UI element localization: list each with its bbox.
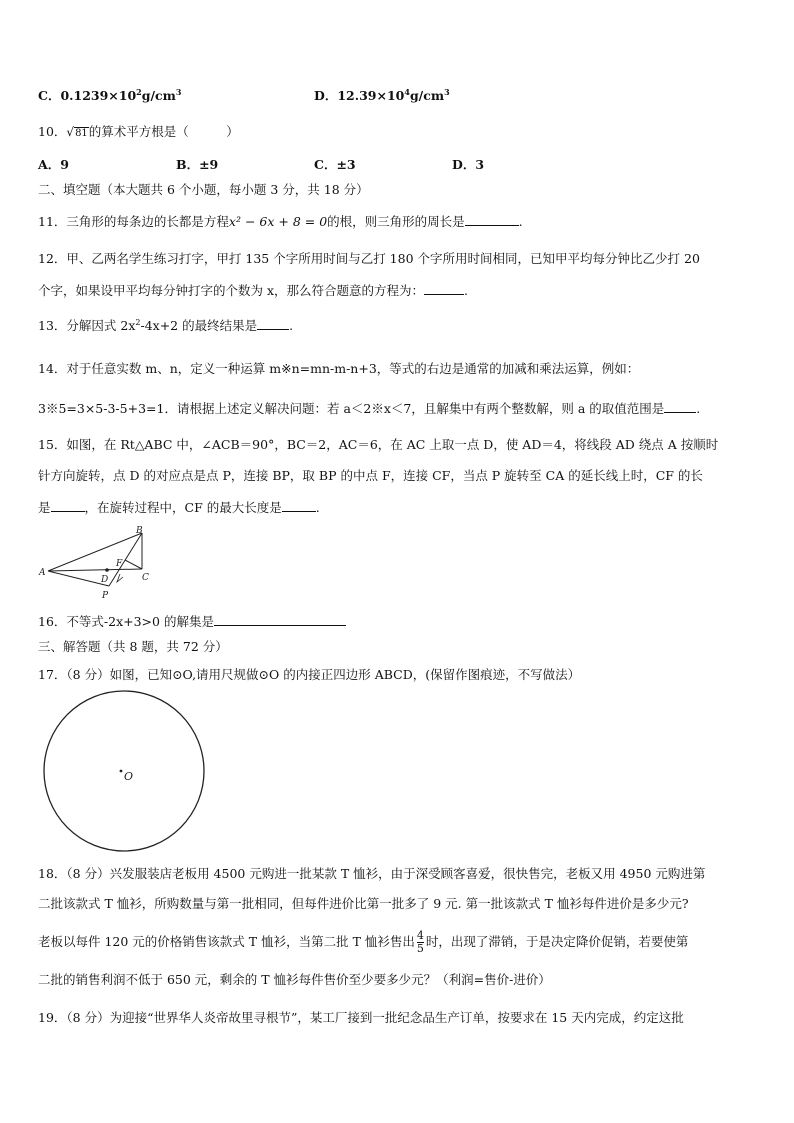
q10-option-b: B．±9 <box>176 157 219 172</box>
q12-line1: 12．甲、乙两名学生练习打字，甲打 135 个字所用时间与乙打 180 个字所用时间相同，已知甲平均每分钟比乙少打 20 <box>38 251 700 266</box>
q17-circle-figure <box>38 690 210 852</box>
label-c: C <box>142 573 149 583</box>
label-a: A <box>39 568 46 578</box>
label-d: D <box>101 575 109 585</box>
q11-equation: x² − 6x + 8 = 0 <box>228 214 328 229</box>
label-p: P <box>102 591 109 600</box>
q17-stem: 17．（8 分）如图，已知⊙O,请用尺规做⊙O 的内接正四边形 ABCD，(保留作图痕迹，不写做法） <box>38 667 581 682</box>
answer-blank <box>51 499 85 512</box>
section2-heading: 二、填空题（本大题共 6 个小题，每小题 3 分，共 18 分） <box>38 182 369 197</box>
fraction-four-fifths: $\frac{4}{5}$ <box>416 929 424 955</box>
q10-option-d: D．3 <box>452 157 485 172</box>
label-b: B <box>136 526 143 536</box>
q18-line3: 老板以每件 120 元的价格销售该款式 T 恤衫，当第二批 T 恤衫售出 $\frac{4}{5}$ 时，出现了滞销，于是决定降价促销，若要使第 <box>38 929 689 955</box>
q15-line2: 针方向旋转，点 D 的对应点是点 P，连接 BP，取 BP 的中点 F，连接 CF，当点 P 旋转至 CA 的延长线上时，CF 的长 <box>38 468 703 483</box>
section3-heading: 三、解答题（共 8 题，共 72 分） <box>38 639 228 654</box>
q9-option-c: C．$0.1239\times 10^2g/cm^3$ <box>38 87 182 103</box>
q14-line2: 3※5=3×5-3-5+3=1．请根据上述定义解决问题：若 a＜2※x＜7，且解集中有两个整数解，则 a 的取值范围是 . <box>38 401 701 416</box>
label-f: F <box>116 559 123 569</box>
q15-line3: 是 ，在旋转过程中，CF 的最大长度是 . <box>38 500 320 515</box>
q13-stem: 13．分解因式 $2x^2-4x+2$ 的最终结果是 . <box>38 318 294 333</box>
answer-blank <box>664 400 696 413</box>
q15-line1: 15．如图，在 Rt△ABC 中，∠ACB＝90°，BC＝2，AC＝6，在 AC 上取一点 D，使 AD＝4，将线段 AD 绕点 A 按顺时 <box>38 437 719 452</box>
q18-line1: 18．（8 分）兴发服装店老板用 4500 元购进一批某款 T 恤衫，由于深受顾客喜爱，很快售完，老板又用 4950 元购进第 <box>38 866 706 881</box>
q18-line2: 二批该款式 T 恤衫，所购数量与第一批相同，但每件进价比第一批多了 9 元. 第一批该款式 T 恤衫每件进价是多少元? <box>38 896 689 911</box>
q9-option-d: D．$12.39\times 10^4g/cm^3$ <box>314 87 450 103</box>
q15-triangle-figure <box>36 526 156 600</box>
answer-blank <box>424 282 464 295</box>
q16-stem: 16．不等式-2x+3>0 的解集是 <box>38 613 346 630</box>
q14-line1: 14．对于任意实数 m、n，定义一种运算 m※n=mn-m-n+3，等式的右边是通常的加减和乘法运算，例如： <box>38 361 640 376</box>
sqrt-symbol: √81 <box>66 125 88 139</box>
answer-blank <box>465 213 519 226</box>
q11-stem: 11．三角形的每条边的长都是方程x² − 6x + 8 = 0的根，则三角形的周长是 . <box>38 214 523 229</box>
q10-stem: 10．√81的算术平方根是（ ） <box>38 124 239 139</box>
q12-line2: 个字，如果设甲平均每分钟打字的个数为 x，那么符合题意的方程为： . <box>38 283 469 298</box>
answer-blank <box>214 613 346 626</box>
q18-line4: 二批的销售利润不低于 650 元，剩余的 T 恤衫每件售价至少要多少元？（利润=售价-进价） <box>38 972 551 987</box>
q10-option-a: A．9 <box>38 157 69 172</box>
label-o: O <box>124 770 134 783</box>
answer-blank <box>257 317 289 330</box>
answer-blank <box>282 499 316 512</box>
q19-line1: 19．（8 分）为迎接“世界华人炎帝故里寻根节”，某工厂接到一批纪念品生产订单，按要求在 15 天内完成，约定这批 <box>38 1010 684 1025</box>
q10-option-c: C．±3 <box>314 157 356 172</box>
